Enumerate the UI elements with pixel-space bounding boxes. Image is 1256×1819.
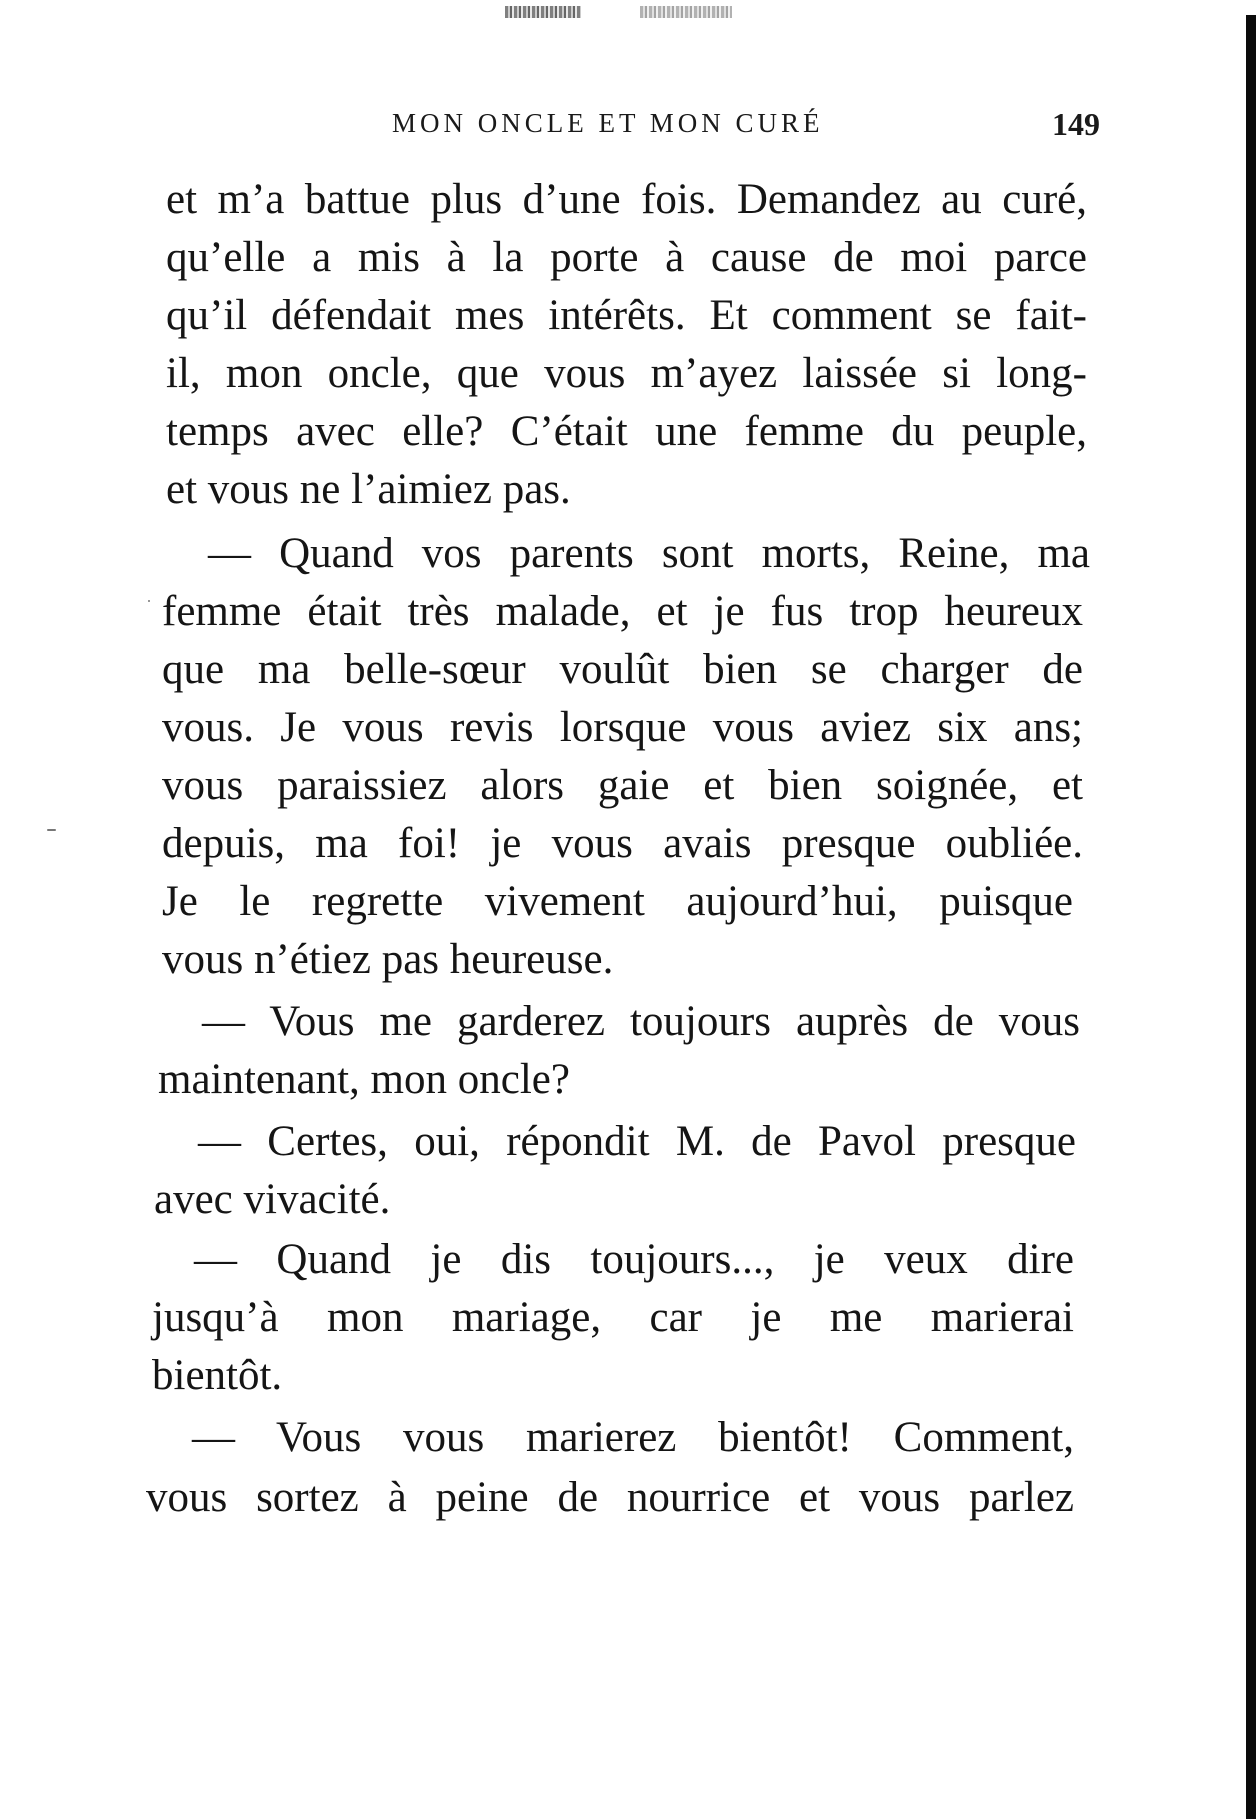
text-line: depuis, ma foi! je vous avais presque oubliée. — [162, 820, 1083, 867]
running-header — [380, 106, 1100, 146]
binding-edge — [1246, 15, 1256, 1819]
page-number: 149 — [1052, 106, 1100, 142]
paper-speck — [148, 600, 150, 602]
text-line: — Quand je dis toujours..., je veux dire — [194, 1236, 1074, 1283]
text-line: — Certes, oui, répondit M. de Pavol presque — [198, 1118, 1076, 1165]
text-line: vous. Je vous revis lorsque vous aviez six ans; — [162, 704, 1083, 751]
text-line: jusqu’à mon mariage, car je me marierai — [152, 1294, 1074, 1341]
text-line: qu’elle a mis à la porte à cause de moi parce — [166, 234, 1087, 281]
text-line: bientôt. — [152, 1352, 283, 1399]
text-line: que ma belle-sœur voulût bien se charger de — [162, 646, 1083, 693]
text-line: — Vous me garderez toujours auprès de vous — [202, 998, 1080, 1045]
text-line: femme était très malade, et je fus trop heureux — [162, 588, 1083, 635]
text-line: il, mon oncle, que vous m’ayez laissée si long- — [166, 350, 1087, 397]
scan-artifact — [640, 6, 732, 18]
text-line: et vous ne l’aimiez pas. — [166, 466, 571, 513]
text-line: — Vous vous marierez bientôt! Comment, — [192, 1414, 1074, 1461]
text-line: Je le regrette vivement aujourd’hui, puisque — [162, 878, 1073, 925]
text-line: vous sortez à peine de nourrice et vous parlez — [146, 1474, 1074, 1521]
text-line: temps avec elle? C’était une femme du peuple, — [166, 408, 1087, 455]
scan-artifact — [505, 6, 581, 18]
text-line: vous paraissiez alors gaie et bien soignée, et — [162, 762, 1083, 809]
header-title: MON ONCLE ET MON CURÉ — [392, 108, 824, 138]
text-line: et m’a battue plus d’une fois. Demandez au curé, — [166, 176, 1087, 223]
text-line: avec vivacité. — [154, 1176, 391, 1223]
text-line: vous n’étiez pas heureuse. — [162, 936, 614, 983]
text-line: — Quand vos parents sont morts, Reine, ma — [208, 530, 1090, 577]
text-line: qu’il défendait mes intérêts. Et comment se fait- — [166, 292, 1087, 339]
body-text — [146, 170, 1093, 1700]
text-line: maintenant, mon oncle? — [158, 1056, 570, 1103]
paper-speck — [47, 829, 56, 831]
